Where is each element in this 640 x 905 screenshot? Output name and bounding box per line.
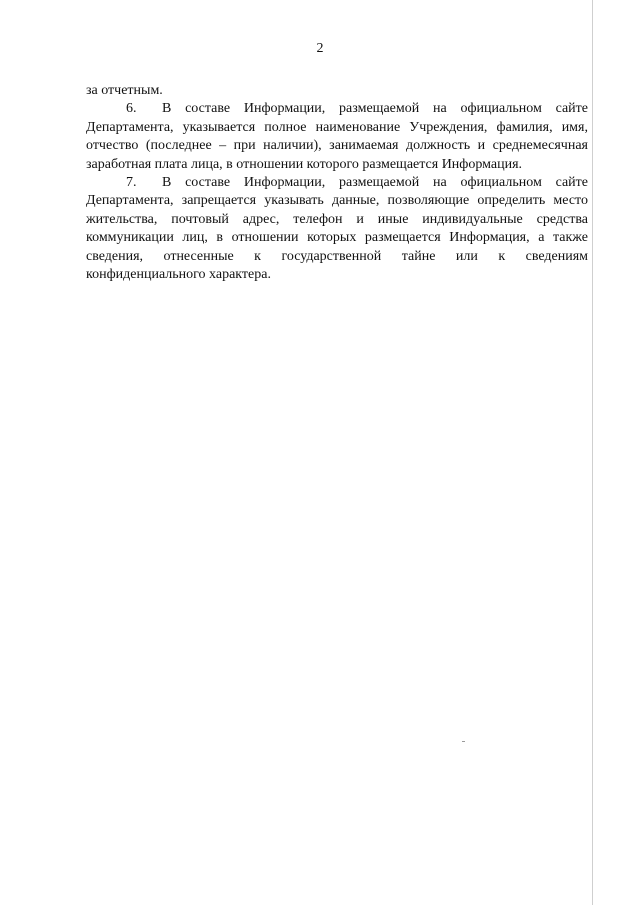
page-number: 2 [316,41,324,56]
paragraph-7 [86,174,588,284]
paragraph-text: В составе Информации, размещаемой на официальном сайте Департамента, указывается полное наименование Учреждения, фамилия, имя, отчество (последнее – при наличии), занимаемая должность и среднемесячная заработная плата лица, в отношении которого размещается Информация. [86,101,588,172]
document-body [86,82,588,284]
paragraph-number: 7. [126,175,137,191]
scan-speck [462,741,465,742]
page-edge-line [592,0,593,905]
paragraph-text: В составе Информации, размещаемой на официальном сайте Департамента, запрещается указывать данные, позволяющие определить место жительства, почтовый адрес, телефон и иные индивидуальные средства коммуникации лиц, в отношении которых размещается Информация, а также сведения, отнесенные к государственной тайне или к сведениям конфиденциального характера. [86,175,588,283]
continuation-text: за отчетным. [86,83,163,98]
paragraph-number: 6. [126,101,137,117]
paragraph-6 [86,100,588,174]
